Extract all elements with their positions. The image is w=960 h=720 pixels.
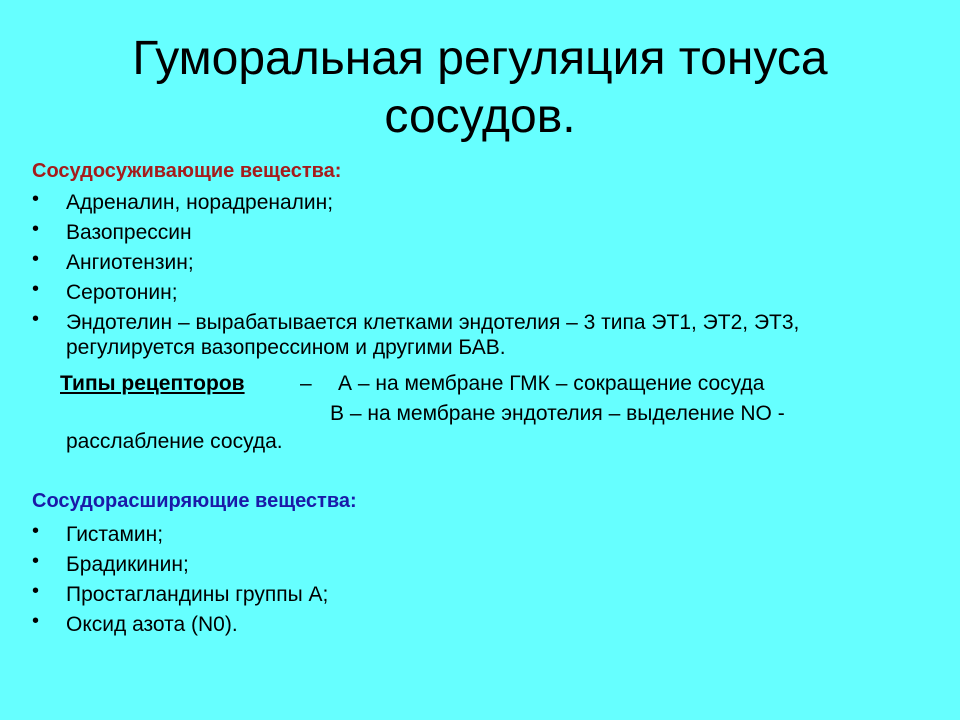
title-line-2: сосудов.	[384, 90, 576, 143]
list-item	[32, 582, 932, 607]
bullet-icon: •	[32, 520, 40, 542]
receptor-type-a: А – на мембране ГМК – сокращение сосуда	[338, 372, 765, 395]
list-item-text: Простагландины группы А;	[66, 583, 329, 606]
list-item-text: Гистамин;	[66, 523, 164, 546]
list-item-text: Брадикинин;	[66, 553, 189, 576]
vasoconstrictors-list	[32, 190, 932, 365]
list-item	[32, 280, 932, 305]
receptor-type-b: В – на мембране эндотелия – выделение NO -	[330, 402, 785, 425]
title-line-1: Гуморальная регуляция тонуса	[132, 32, 828, 85]
list-item-text: Ангиотензин;	[66, 251, 194, 274]
bullet-icon: •	[32, 580, 40, 602]
list-item	[32, 220, 932, 245]
vasodilators-list	[32, 522, 932, 642]
list-item-text: Эндотелин – вырабатывается клетками эндотелия – 3 типа ЭТ1, ЭТ2, ЭТ3, регулируется вазопрессином и другими БАВ.	[66, 311, 800, 359]
bullet-icon: •	[32, 248, 40, 270]
receptor-types-label: Типы рецепторов	[60, 372, 245, 395]
receptor-types-dash: –	[300, 372, 312, 395]
slide-title	[0, 30, 960, 146]
vasodilators-heading: Сосудорасширяющие вещества:	[32, 490, 357, 512]
list-item-text: Адреналин, норадреналин;	[66, 191, 334, 214]
list-item	[32, 310, 932, 360]
bullet-icon: •	[32, 278, 40, 300]
list-item	[32, 522, 932, 547]
list-item	[32, 612, 932, 637]
bullet-icon: •	[32, 188, 40, 210]
bullet-icon: •	[32, 610, 40, 632]
list-item	[32, 190, 932, 215]
bullet-icon: •	[32, 550, 40, 572]
list-item	[32, 250, 932, 275]
receptor-type-b-continuation: расслабление сосуда.	[66, 430, 283, 453]
list-item-text: Серотонин;	[66, 281, 178, 304]
vasoconstrictors-heading: Сосудосуживающие вещества:	[32, 160, 342, 182]
list-item	[32, 552, 932, 577]
bullet-icon: •	[32, 308, 40, 330]
list-item-text: Вазопрессин	[66, 221, 192, 244]
list-item-text: Оксид азота (N0).	[66, 613, 238, 636]
bullet-icon: •	[32, 218, 40, 240]
